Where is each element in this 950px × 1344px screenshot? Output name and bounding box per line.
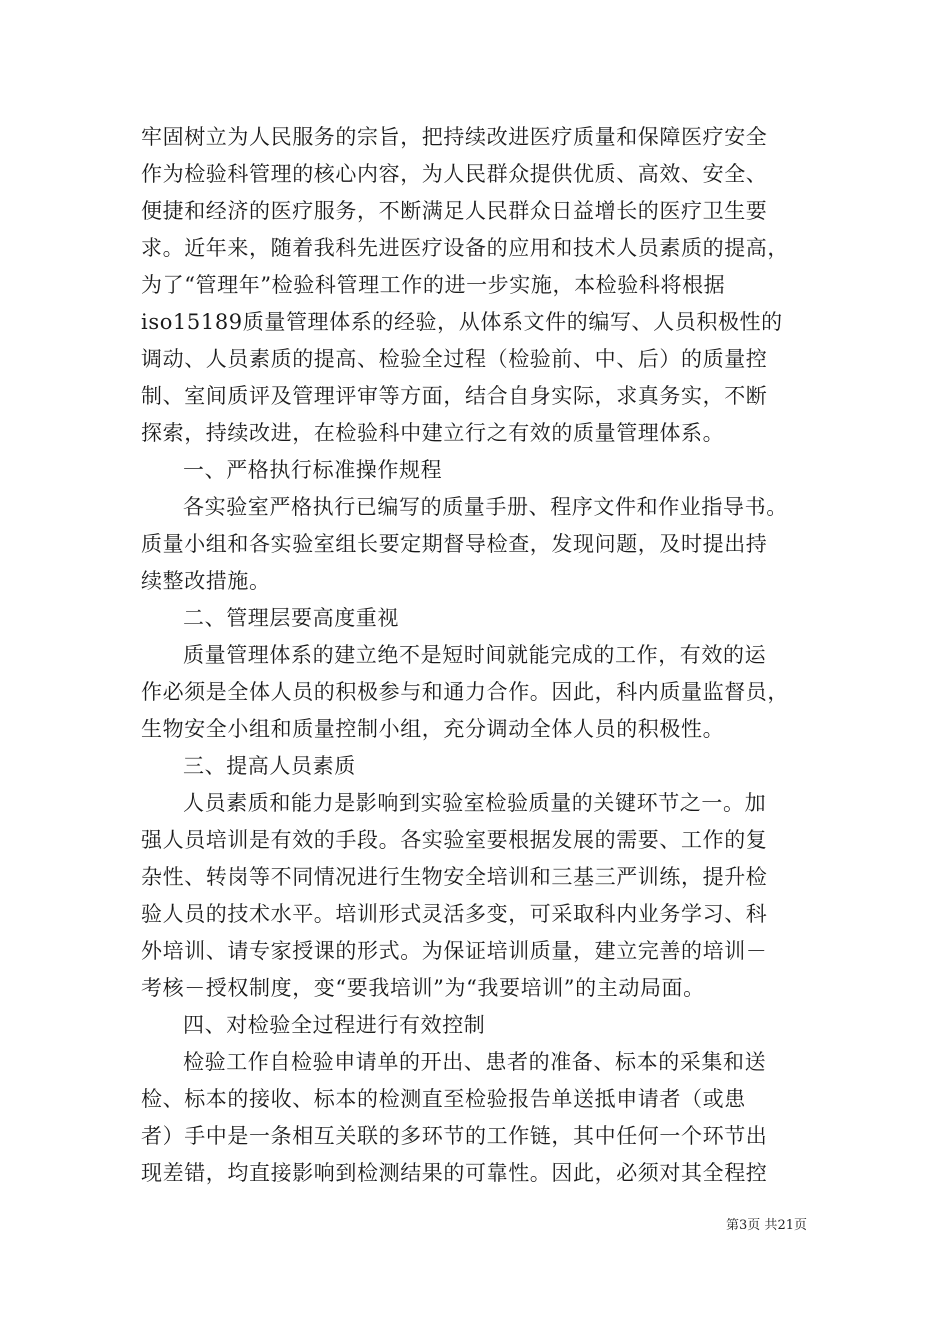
- text-line: 质量小组和各实验室组长要定期督导检查，发现问题，及时提出持: [141, 532, 768, 556]
- text-line: 制、室间质评及管理评审等方面，结合自身实际，求真务实，不断: [141, 384, 768, 408]
- text-line: 质量管理体系的建立绝不是短时间就能完成的工作，有效的运: [183, 643, 767, 667]
- text-line: 续整改措施。: [141, 569, 271, 593]
- total-page-count: 21: [777, 1218, 794, 1233]
- text-line: 检、标本的接收、标本的检测直至检验报告单送抵申请者（或患: [141, 1087, 746, 1111]
- text-line: 便捷和经济的医疗服务，不断满足人民群众日益增长的医疗卫生要: [141, 199, 768, 223]
- text-line: 调动、人员素质的提高、检验全过程（检验前、中、后）的质量控: [141, 347, 768, 371]
- text-line: 人员素质和能力是影响到实验室检验质量的关键环节之一。加: [183, 791, 767, 815]
- text-line: 为了“管理年”检验科管理工作的进一步实施，本检验科将根据: [141, 273, 726, 297]
- footer-middle: 页 共: [747, 1218, 778, 1233]
- section-heading: 一、严格执行标准操作规程: [183, 458, 443, 482]
- text-line: 牢固树立为人民服务的宗旨，把持续改进医疗质量和保障医疗安全: [141, 125, 768, 149]
- text-line: 作必须是全体人员的积极参与和通力合作。因此，科内质量监督员，: [141, 680, 789, 704]
- text-line: 检验工作自检验申请单的开出、患者的准备、标本的采集和送: [183, 1050, 767, 1074]
- text-line: 外培训、请专家授课的形式。为保证培训质量，建立完善的培训－: [141, 939, 768, 963]
- text-line: 探索，持续改进，在检验科中建立行之有效的质量管理体系。: [141, 421, 725, 445]
- footer-prefix: 第: [726, 1218, 740, 1233]
- section-heading: 二、管理层要高度重视: [183, 606, 399, 630]
- text-line: 杂性、转岗等不同情况进行生物安全培训和三基三严训练，提升检: [141, 865, 768, 889]
- document-body: [141, 119, 811, 1192]
- current-page-number: 3: [739, 1218, 748, 1233]
- text-line: 考核－授权制度，变“要我培训”为“我要培训”的主动局面。: [141, 976, 705, 1000]
- text-line: 者）手中是一条相互关联的多环节的工作链，其中任何一个环节出: [141, 1124, 768, 1148]
- text-line: iso15189质量管理体系的经验，从体系文件的编写、人员积极性的: [141, 310, 783, 334]
- text-line: 现差错，均直接影响到检测结果的可靠性。因此，必须对其全程控: [141, 1161, 768, 1185]
- section-heading: 四、对检验全过程进行有效控制: [183, 1013, 486, 1037]
- text-line: 验人员的技术水平。培训形式灵活多变，可采取科内业务学习、科: [141, 902, 768, 926]
- footer-suffix: 页: [793, 1218, 807, 1233]
- text-line: 求。近年来，随着我科先进医疗设备的应用和技术人员素质的提高，: [141, 236, 789, 260]
- section-heading: 三、提高人员素质: [183, 754, 356, 778]
- text-line: 各实验室严格执行已编写的质量手册、程序文件和作业指导书。: [183, 495, 788, 519]
- text-line: 生物安全小组和质量控制小组，充分调动全体人员的积极性。: [141, 717, 725, 741]
- text-line: 作为检验科管理的核心内容，为人民群众提供优质、高效、安全、: [141, 162, 768, 186]
- page-number-footer: [0, 1214, 950, 1233]
- text-line: 强人员培训是有效的手段。各实验室要根据发展的需要、工作的复: [141, 828, 768, 852]
